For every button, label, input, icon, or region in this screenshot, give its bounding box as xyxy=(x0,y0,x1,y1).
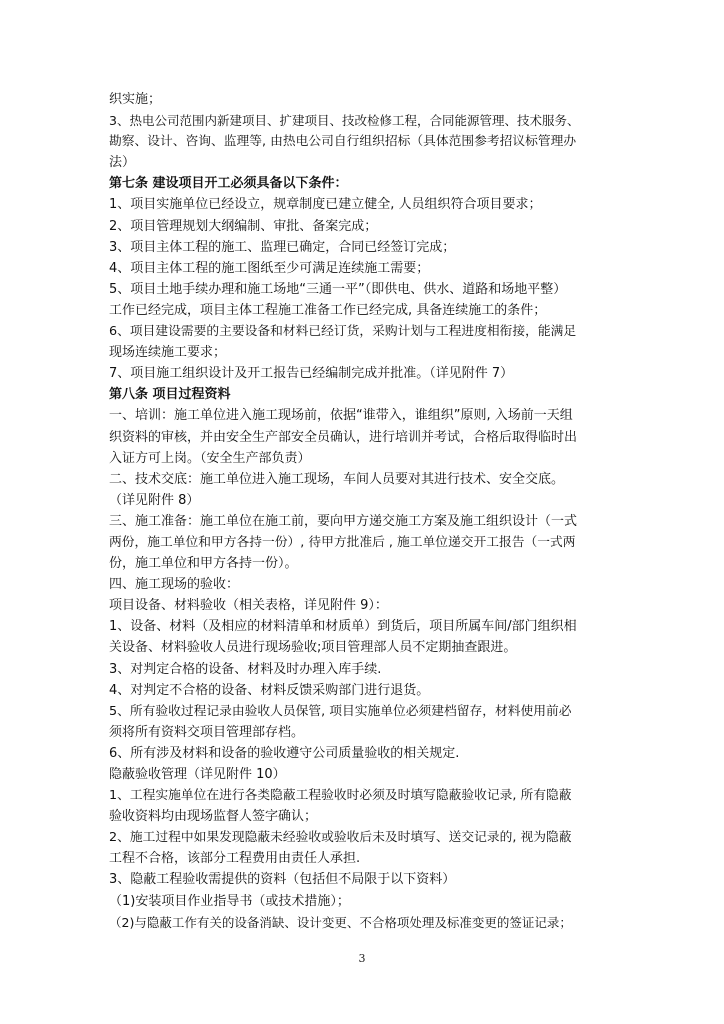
text-line: 三、施工准备：施工单位在施工前，要向甲方递交施工方案及施工组织设计（一式 xyxy=(109,513,578,529)
text-line: 勘察、设计、咨询、监理等, 由热电公司自行组织招标（具体范围参考招议标管理办 xyxy=(109,134,577,150)
text-line: 织实施； xyxy=(109,92,162,107)
section-heading: 第七条 建设项目开工必须具备以下条件： xyxy=(109,176,348,192)
text-line: 织资料的审核，并由安全生产部安全员确认，进行培训并考试，合格后取得临时出 xyxy=(109,429,578,445)
text-line: 项目设备、材料验收（相关表格，详见附件 9）： xyxy=(109,598,388,614)
text-line: （2)与隐蔽工作有关的设备消缺、设计变更、不合格项处理及标准变更的签证记录； xyxy=(109,914,572,930)
text-line: 6、所有涉及材料和设备的验收遵守公司质量验收的相关规定. xyxy=(109,745,460,761)
text-line: （详见附件 8） xyxy=(109,492,200,508)
text-line: 法） xyxy=(109,155,136,171)
text-line: 3、项目主体工程的施工、监理已确定，合同已经签订完成； xyxy=(109,239,456,255)
text-line: 2、项目管理规划大纲编制、审批、备案完成； xyxy=(109,218,378,234)
text-line: 3、对判定合格的设备、材料及时办理入库手续. xyxy=(109,661,382,677)
text-line: 6、项目建设需要的主要设备和材料已经订货，采购计划与工程进度相衔接，能满足 xyxy=(109,324,577,340)
text-line: 入证方可上岗。（安全生产部负责） xyxy=(109,450,311,466)
text-line: 1、项目实施单位已经设立，规章制度已建立健全, 人员组织符合项目要求； xyxy=(109,197,542,213)
text-line: 工作已经完成，项目主体工程施工准备工作已经完成, 具备连续施工的条件； xyxy=(109,302,547,318)
text-line: 工程不合格，该部分工程费用由责任人承担. xyxy=(109,851,361,867)
text-line: 3、隐蔽工程验收需提供的资料（包括但不局限于以下资料） xyxy=(109,872,456,888)
text-line: 须将所有资料交项目管理部存档。 xyxy=(109,724,305,740)
text-line: 二、技术交底：施工单位进入施工现场，车间人员要对其进行技术、安全交底。 xyxy=(109,471,565,487)
text-line: 现场连续施工要求； xyxy=(109,345,227,361)
document-body xyxy=(109,89,579,933)
text-line: 份，施工单位和甲方各持一份）。 xyxy=(109,556,298,572)
text-line: 一、培训：施工单位进入施工现场前，依据“谁带入，谁组织”原则, 入场前一天组 xyxy=(109,408,573,424)
page-number: 3 xyxy=(358,952,366,965)
text-line: 1、设备、材料（及相应的材料清单和材质单）到货后，项目所属车间/部门组织相 xyxy=(109,619,577,635)
text-line: 关设备、材料验收人员进行现场验收;项目管理部人员不定期抽查跟进。 xyxy=(109,640,517,656)
section-heading: 第八条 项目过程资料 xyxy=(109,387,231,403)
text-line: 3、热电公司范围内新建项目、扩建项目、技改检修工程，合同能源管理、技术服务、 xyxy=(109,113,579,129)
text-line: 4、对判定不合格的设备、材料反馈采购部门进行退货。 xyxy=(109,682,430,698)
text-line: 验收资料均由现场监督人签字确认； xyxy=(109,809,318,825)
text-line: 2、施工过程中如果发现隐蔽未经验收或验收后未及时填写、送交记录的, 视为隐蔽 xyxy=(109,830,572,846)
text-line: 两份，施工单位和甲方各持一份）, 待甲方批准后 , 施工单位递交开工报告（一式两 xyxy=(109,534,576,550)
text-line: 7、项目施工组织设计及开工报告已经编制完成并批准。（详见附件 7） xyxy=(109,366,514,382)
text-line: 5、项目土地手续办理和施工场地“三通一平”（即供电、供水、道路和场地平整） xyxy=(109,281,567,297)
text-line: 隐蔽验收管理（详见附件 10） xyxy=(109,767,286,782)
text-line: 5、所有验收过程记录由验收人员保管, 项目实施单位必须建档留存，材料使用前必 xyxy=(109,703,572,719)
text-line: 四、施工现场的验收： xyxy=(109,577,240,593)
text-line: （1)安装项目作业指导书（或技术措施）； xyxy=(109,893,350,909)
text-line: 4、项目主体工程的施工图纸至少可满足连续施工需要； xyxy=(109,260,430,276)
text-line: 1、工程实施单位在进行各类隐蔽工程验收时必须及时填写隐蔽验收记录, 所有隐蔽 xyxy=(109,788,572,804)
